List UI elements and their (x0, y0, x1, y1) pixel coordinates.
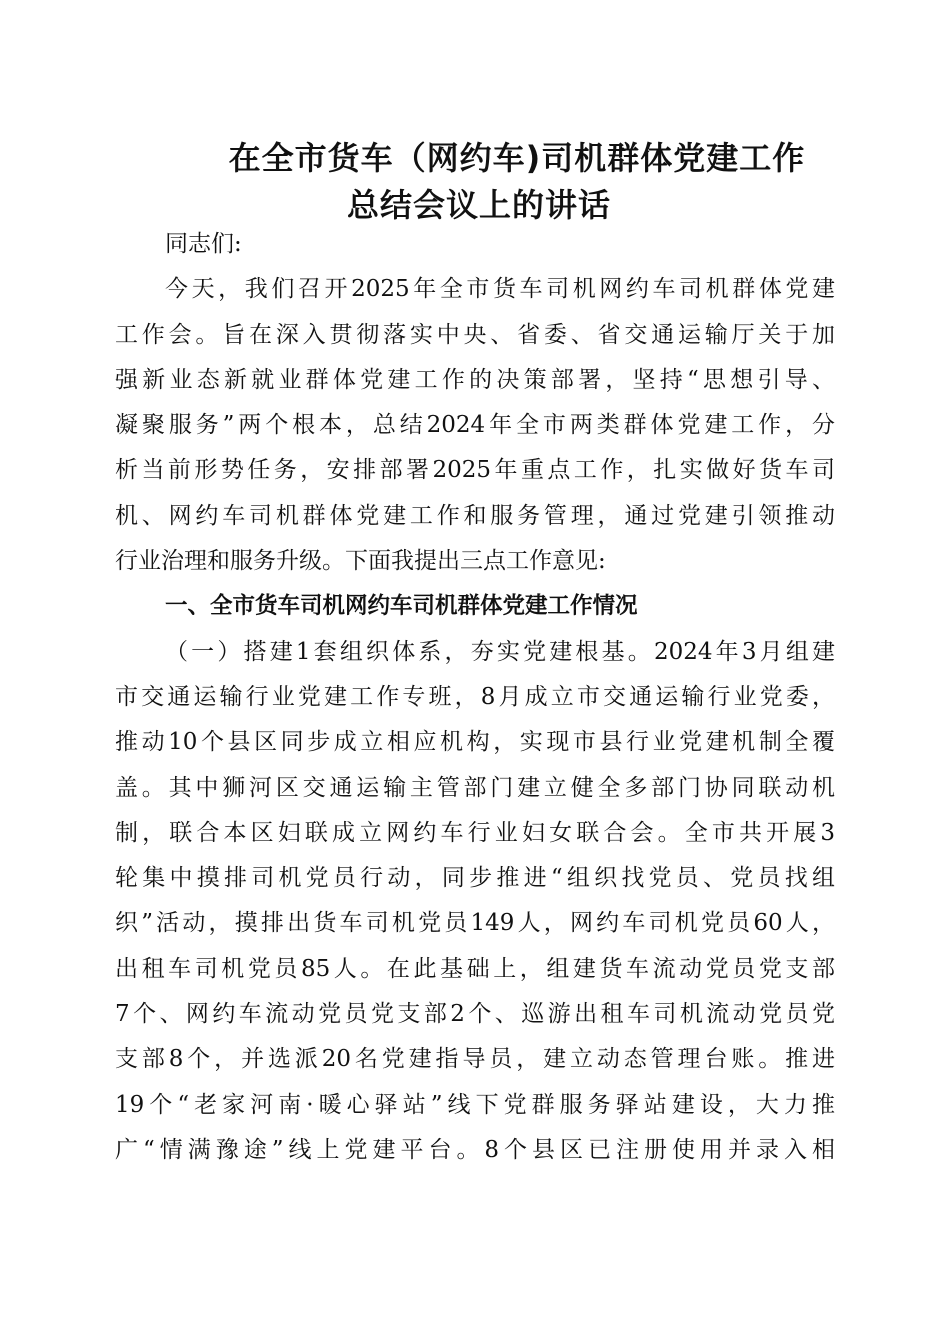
text-line: 凝聚服务”两个根本，总结2024年全市两类群体党建工作，分 (115, 412, 835, 439)
text-line: 广“情满豫途”线上党建平台。8个县区已注册使用并录入相 (115, 1136, 835, 1163)
text-line: 7个、网约车流动党员党支部2个、巡游出租车司机流动党员党 (115, 1001, 835, 1028)
section-heading: 一、全市货车司机网约车司机群体党建工作情况 (165, 593, 638, 620)
text-line: 析当前形势任务，安排部署2025年重点工作，扎实做好货车司 (115, 457, 835, 484)
text-line: 市交通运输行业党建工作专班，8月成立市交通运输行业党委， (115, 683, 835, 710)
document-body (115, 222, 835, 1173)
document-title-line-1: 在全市货车（网约车)司机群体党建工作 (228, 139, 806, 177)
text-line: 推动10个县区同步成立相应机构，实现市县行业党建机制全覆 (115, 729, 835, 756)
document-title-line-2: 总结会议上的讲话 (346, 186, 611, 224)
text-line: 工作会。旨在深入贯彻落实中央、省委、省交通运输厅关于加 (115, 321, 835, 348)
text-line: 织”活动，摸排出货车司机党员149人，网约车司机党员60人， (115, 910, 835, 937)
text-line: 行业治理和服务升级。下面我提出三点工作意见: (115, 548, 606, 575)
paragraph-1 (115, 267, 835, 584)
salutation: 同志们: (165, 231, 242, 257)
text-line: 强新业态新就业群体党建工作的决策部署，坚持“思想引导、 (115, 366, 835, 393)
text-line: 支部8个，并选派20名党建指导员，建立动态管理台账。推进 (115, 1046, 835, 1073)
text-line: 轮集中摸排司机党员行动，同步推进“组织找党员、党员找组 (115, 865, 835, 892)
text-line: 制，联合本区妇联成立网约车行业妇女联合会。全市共开展3 (115, 819, 835, 846)
text-line: 19个“老家河南·暖心驿站”线下党群服务驿站建设，大力推 (115, 1091, 835, 1118)
text-line: 机、网约车司机群体党建工作和服务管理，通过党建引领推动 (115, 502, 835, 529)
text-line: 今天，我们召开2025年全市货车司机网约车司机群体党建 (165, 276, 835, 303)
text-line: （一）搭建1套组织体系，夯实党建根基。2024年3月组建 (165, 638, 835, 665)
text-line: 出租车司机党员85人。在此基础上，组建货车流动党员党支部 (115, 955, 835, 982)
text-line: 盖。其中狮河区交通运输主管部门建立健全多部门协同联动机 (115, 774, 835, 801)
paragraph-2 (115, 630, 835, 1174)
